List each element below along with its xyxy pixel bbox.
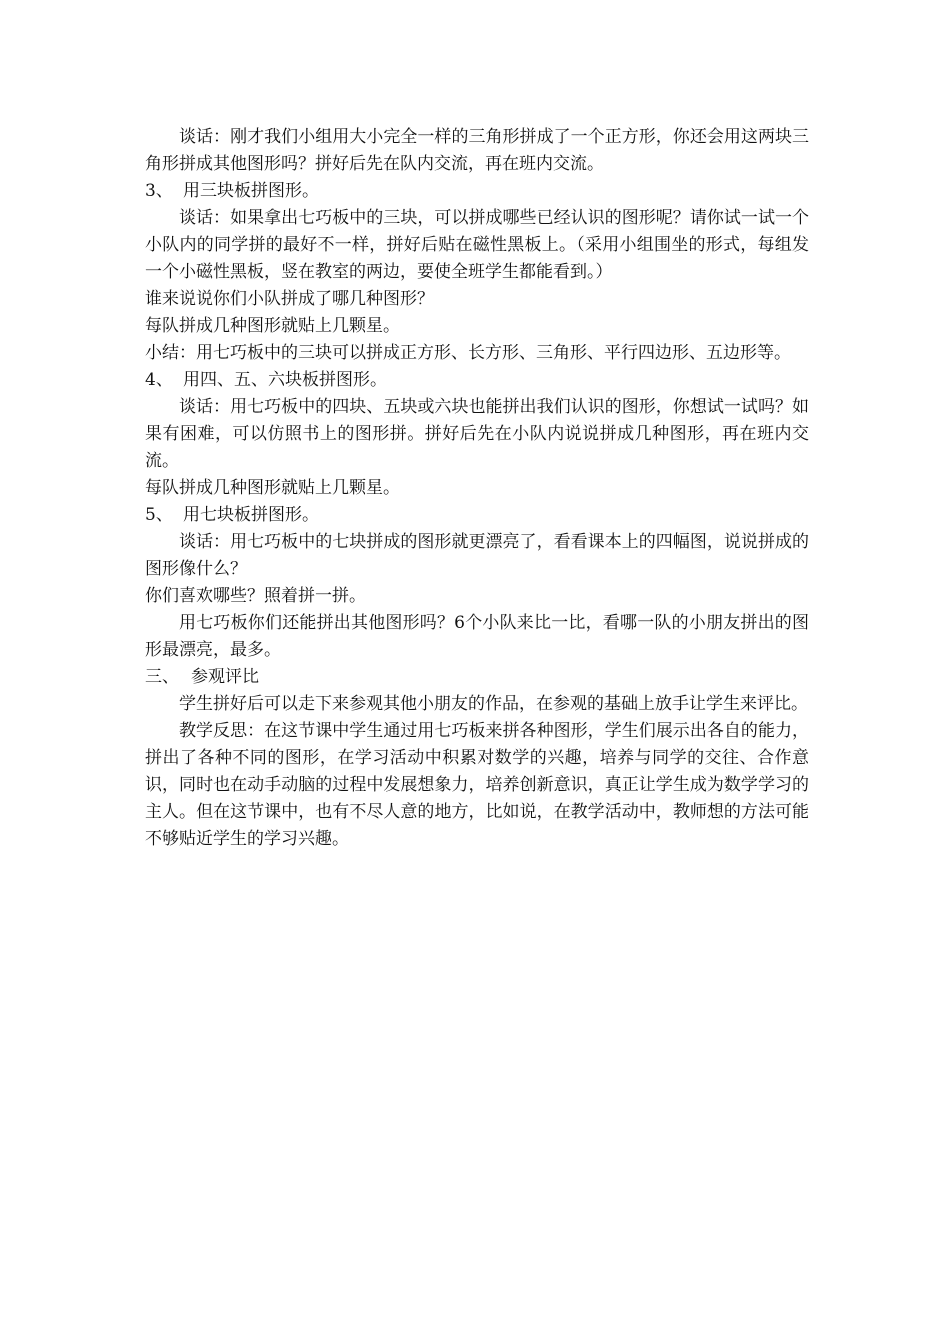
paragraph: 用七巧板你们还能拼出其他图形吗？6个小队来比一比，看哪一队的小朋友拼出的图形最漂亮，最多。 — [145, 613, 809, 660]
section-heading — [145, 178, 809, 205]
paragraph: 谈话：如果拿出七巧板中的三块，可以拼成哪些已经认识的图形呢？请你试一试一个小队内的同学拼的最好不一样，拼好后贴在磁性黑板上。（采用小组围坐的形式，每组发一个小磁性黑板，竖在教室的两边，要使全班学生都能看到。） — [145, 208, 809, 282]
paragraph: 每队拼成几种图形就贴上几颗星。 — [145, 478, 400, 498]
paragraph: 每队拼成几种图形就贴上几颗星。 — [145, 316, 400, 336]
paragraph: 谁来说说你们小队拼成了哪几种图形？ — [145, 289, 434, 309]
paragraph: 学生拼好后可以走下来参观其他小朋友的作品，在参观的基础上放手让学生来评比。 — [179, 694, 808, 714]
section-heading — [145, 664, 809, 691]
document-body — [145, 124, 809, 853]
section-heading — [145, 367, 809, 394]
paragraph: 谈话：用七巧板中的四块、五块或六块也能拼出我们认识的图形，你想试一试吗？如果有困难，可以仿照书上的图形拼。拼好后先在小队内说说拼成几种图形，再在班内交流。 — [145, 397, 809, 471]
paragraph: 小结：用七巧板中的三块可以拼成正方形、长方形、三角形、平行四边形、五边形等。 — [145, 343, 791, 363]
section-number: 4、 — [145, 370, 173, 390]
paragraph: 你们喜欢哪些？照着拼一拼。 — [145, 586, 366, 606]
section-title: 用三块板拼图形。 — [183, 181, 319, 201]
reflection-paragraph: 教学反思：在这节课中学生通过用七巧板来拼各种图形，学生们展示出各自的能力，拼出了各种不同的图形，在学习活动中积累对数学的兴趣，培养与同学的交往、合作意识，同时也在动手动脑的过程中发展想象力，培养创新意识，真正让学生成为数学学习的主人。但在这节课中，也有不尽人意的地方，比如说，在教学活动中，教师想的方法可能不够贴近学生的学习兴趣。 — [145, 721, 809, 849]
section-number: 三、 — [145, 667, 179, 687]
paragraph: 谈话：刚才我们小组用大小完全一样的三角形拼成了一个正方形，你还会用这两块三角形拼成其他图形吗？拼好后先在队内交流，再在班内交流。 — [145, 127, 809, 174]
section-number: 3、 — [145, 181, 173, 201]
paragraph: 谈话：用七巧板中的七块拼成的图形就更漂亮了，看看课本上的四幅图，说说拼成的图形像什么？ — [145, 532, 809, 579]
section-heading — [145, 502, 809, 529]
section-title: 用七块板拼图形。 — [183, 505, 319, 525]
section-title: 参观评比 — [191, 667, 259, 687]
section-number: 5、 — [145, 505, 173, 525]
section-title: 用四、五、六块板拼图形。 — [183, 370, 387, 390]
